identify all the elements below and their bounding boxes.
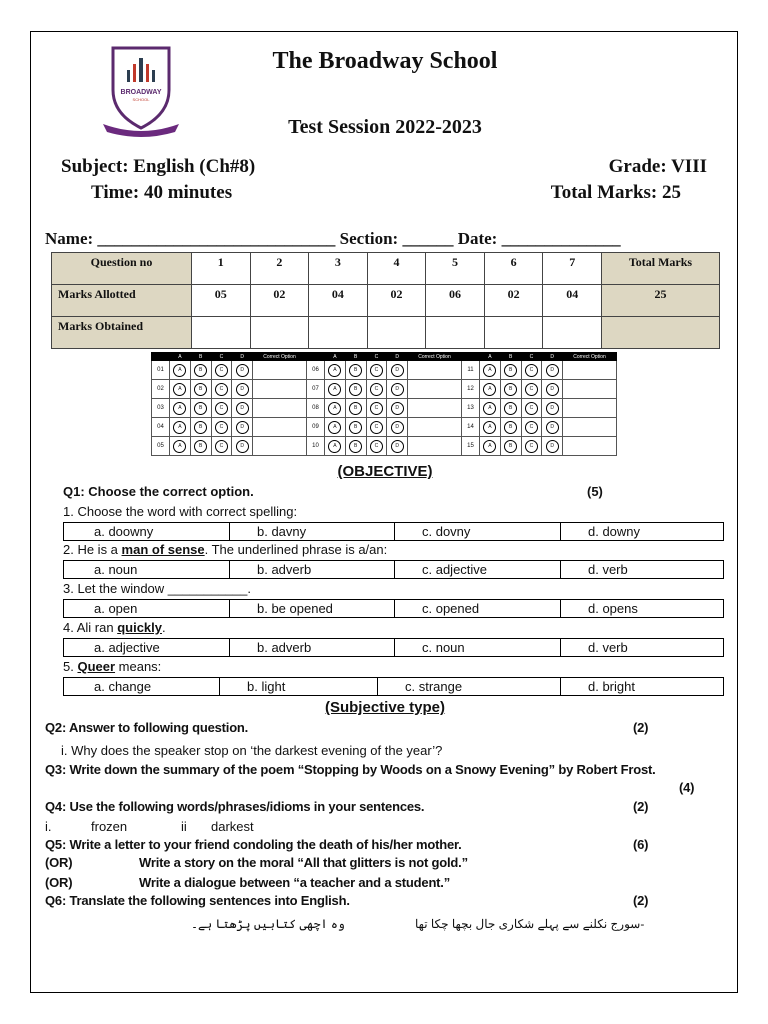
- omr-question-number: 06: [307, 361, 325, 380]
- omr-head-cell: B: [500, 353, 521, 361]
- omr-correct-option-cell[interactable]: [253, 399, 307, 418]
- omr-bubble-cell: [345, 380, 366, 399]
- omr-correct-option-cell[interactable]: [408, 418, 462, 437]
- omr-head-blank: [307, 353, 325, 361]
- svg-text:SCHOOL: SCHOOL: [132, 97, 150, 102]
- omr-head-cell: C: [366, 353, 387, 361]
- mcq-option[interactable]: a. noun: [94, 562, 138, 577]
- omr-bubble[interactable]: C: [525, 402, 538, 415]
- total-marks-value: 25: [602, 285, 720, 317]
- omr-bubble[interactable]: D: [546, 364, 559, 377]
- omr-bubble[interactable]: B: [194, 402, 207, 415]
- mcq-options-row: [63, 638, 724, 657]
- omr-bubble-cell: [521, 399, 542, 418]
- omr-bubble[interactable]: C: [525, 440, 538, 453]
- omr-head-cell: A: [480, 353, 501, 361]
- mcq-option[interactable]: d. downy: [588, 524, 641, 539]
- omr-bubble[interactable]: C: [370, 421, 383, 434]
- omr-bubble-cell: [366, 437, 387, 456]
- mcq-option[interactable]: c. opened: [422, 601, 480, 616]
- q2-marks: (2): [633, 720, 649, 735]
- omr-head-cell: Correct Option: [408, 353, 462, 361]
- school-name: The Broadway School: [272, 48, 498, 74]
- option-divider: [560, 561, 561, 578]
- test-session: Test Session 2022-2023: [288, 116, 482, 138]
- omr-bubble[interactable]: D: [546, 440, 559, 453]
- mcq-option[interactable]: b. light: [247, 679, 286, 694]
- option-divider: [394, 639, 395, 656]
- omr-question-number: 04: [152, 418, 170, 437]
- omr-bubble[interactable]: C: [215, 383, 228, 396]
- marks-obtained-cell[interactable]: [250, 317, 309, 349]
- grade-label: Grade: VIII: [608, 156, 707, 177]
- mcq-option[interactable]: d. opens: [588, 601, 638, 616]
- q4-word-num: ii: [181, 819, 187, 834]
- question-number: 2: [250, 253, 309, 285]
- omr-bubble-cell: [480, 437, 501, 456]
- omr-bubble[interactable]: A: [328, 421, 341, 434]
- total-marks-header: Total Marks: [602, 253, 720, 285]
- mcq-option[interactable]: c. noun: [422, 640, 465, 655]
- omr-bubble-cell: [190, 437, 211, 456]
- q2-title: Q2: Answer to following question.: [45, 720, 249, 735]
- omr-bubble-cell: [480, 361, 501, 380]
- omr-bubble-cell: [232, 437, 253, 456]
- omr-correct-option-cell[interactable]: [253, 361, 307, 380]
- omr-correct-option-cell[interactable]: [563, 399, 617, 418]
- omr-bubble-cell: [211, 399, 232, 418]
- omr-bubble-cell: [480, 399, 501, 418]
- omr-bubble[interactable]: A: [328, 402, 341, 415]
- mcq-stem-text: .: [162, 620, 166, 635]
- question-number: 7: [543, 253, 602, 285]
- subjective-heading: (Subjective type): [324, 699, 446, 716]
- omr-bubble-cell: [480, 418, 501, 437]
- omr-bubble-cell: [521, 437, 542, 456]
- exam-paper: [30, 31, 738, 993]
- q5-option-story: Write a story on the moral “All that glitters is not gold.”: [139, 855, 468, 870]
- omr-bubble[interactable]: A: [173, 421, 186, 434]
- omr-bubble-cell: [232, 418, 253, 437]
- total-marks-label: Total Marks: 25: [550, 182, 681, 203]
- omr-head-cell: C: [211, 353, 232, 361]
- omr-bubble-cell: [190, 399, 211, 418]
- q5-marks: (6): [633, 837, 649, 852]
- q1-title: Q1: Choose the correct option.: [63, 484, 254, 499]
- q4-word-num: i.: [45, 819, 52, 834]
- omr-bubble-cell: [232, 399, 253, 418]
- omr-bubble[interactable]: B: [504, 383, 517, 396]
- omr-bubble-cell: [325, 380, 346, 399]
- omr-question-number: 09: [307, 418, 325, 437]
- omr-bubble-cell: [387, 380, 408, 399]
- mcq-option[interactable]: a. adjective: [94, 640, 160, 655]
- q6-marks: (2): [633, 893, 649, 908]
- omr-bubble-cell: [521, 418, 542, 437]
- mcq-options-row: [63, 599, 724, 618]
- mcq-option[interactable]: d. bright: [588, 679, 635, 694]
- option-divider: [560, 639, 561, 656]
- omr-head-cell: Correct Option: [253, 353, 307, 361]
- omr-bubble[interactable]: C: [215, 440, 228, 453]
- omr-bubble[interactable]: D: [236, 440, 249, 453]
- omr-bubble[interactable]: A: [483, 383, 496, 396]
- q4-marks: (2): [633, 799, 649, 814]
- omr-bubble[interactable]: D: [236, 364, 249, 377]
- omr-question-number: 08: [307, 399, 325, 418]
- omr-correct-option-cell[interactable]: [253, 437, 307, 456]
- option-divider: [377, 678, 378, 695]
- option-divider: [229, 600, 230, 617]
- omr-bubble[interactable]: A: [483, 421, 496, 434]
- marks-obtained-cell[interactable]: [192, 317, 251, 349]
- omr-bubble[interactable]: C: [370, 440, 383, 453]
- mcq-stem-text: means:: [115, 659, 162, 674]
- omr-bubble[interactable]: C: [370, 402, 383, 415]
- mcq-stem: [63, 620, 166, 635]
- omr-bubble[interactable]: C: [525, 383, 538, 396]
- omr-bubble[interactable]: B: [194, 440, 207, 453]
- omr-bubble-cell: [232, 380, 253, 399]
- omr-bubble[interactable]: D: [236, 402, 249, 415]
- omr-bubble-cell: [500, 418, 521, 437]
- marks-allotted-cell: 04: [309, 285, 368, 317]
- mcq-options-row: [63, 677, 724, 696]
- omr-question-number: 12: [462, 380, 480, 399]
- omr-question-number: 05: [152, 437, 170, 456]
- omr-correct-option-cell[interactable]: [408, 380, 462, 399]
- omr-bubble-cell: [325, 437, 346, 456]
- omr-bubble-cell: [387, 437, 408, 456]
- omr-bubble-cell: [345, 361, 366, 380]
- q5-title: Q5: Write a letter to your friend condoling the death of his/her mother.: [45, 837, 462, 852]
- omr-bubble[interactable]: C: [215, 421, 228, 434]
- omr-head-cell: B: [190, 353, 211, 361]
- omr-bubble[interactable]: A: [173, 402, 186, 415]
- omr-bubble-cell: [542, 418, 563, 437]
- omr-bubble[interactable]: B: [194, 383, 207, 396]
- omr-bubble[interactable]: D: [391, 402, 404, 415]
- omr-bubble[interactable]: D: [391, 383, 404, 396]
- option-divider: [560, 600, 561, 617]
- marks-obtained-cell[interactable]: [367, 317, 426, 349]
- omr-correct-option-cell[interactable]: [408, 437, 462, 456]
- omr-bubble[interactable]: B: [504, 364, 517, 377]
- omr-correct-option-cell[interactable]: [563, 361, 617, 380]
- marks-allotted-cell: 02: [250, 285, 309, 317]
- omr-correct-option-cell[interactable]: [408, 361, 462, 380]
- omr-bubble-cell: [521, 380, 542, 399]
- omr-bubble-cell: [500, 437, 521, 456]
- option-divider: [229, 523, 230, 540]
- omr-bubble-cell: [325, 361, 346, 380]
- omr-row: [152, 399, 617, 418]
- omr-bubble-cell: [542, 437, 563, 456]
- omr-bubble-cell: [500, 380, 521, 399]
- omr-bubble-cell: [387, 418, 408, 437]
- q3-title: Q3: Write down the summary of the poem “Stopping by Woods on a Snowy Evening” by Robert Frost.: [45, 762, 656, 777]
- omr-bubble-cell: [542, 380, 563, 399]
- omr-bubble[interactable]: C: [370, 383, 383, 396]
- marks-allotted-label: Marks Allotted: [52, 285, 192, 317]
- omr-bubble-cell: [170, 399, 191, 418]
- omr-bubble[interactable]: D: [546, 402, 559, 415]
- omr-bubble[interactable]: C: [525, 421, 538, 434]
- omr-bubble[interactable]: D: [236, 383, 249, 396]
- q5-option-dialogue: Write a dialogue between “a teacher and a student.”: [139, 875, 451, 890]
- omr-head-cell: D: [232, 353, 253, 361]
- omr-bubble[interactable]: D: [236, 421, 249, 434]
- mcq-option[interactable]: b. be opened: [257, 601, 333, 616]
- omr-answer-grid: [151, 352, 617, 456]
- omr-bubble-cell: [232, 361, 253, 380]
- mcq-stem-text: 4. Ali ran: [63, 620, 118, 635]
- mcq-option[interactable]: c. strange: [405, 679, 463, 694]
- subject-label: Subject: English (Ch#8): [61, 156, 256, 177]
- omr-bubble-cell: [480, 380, 501, 399]
- mcq-options-row: [63, 522, 724, 541]
- omr-question-number: 11: [462, 361, 480, 380]
- marks-obtained-cell[interactable]: [309, 317, 368, 349]
- urdu-sentence-1: -سورج نکلنے سے پہلے شکاری جال بچھا چکا تھا: [415, 917, 645, 931]
- marks-obtained-cell[interactable]: [543, 317, 602, 349]
- omr-row: [152, 361, 617, 380]
- omr-bubble[interactable]: B: [349, 364, 362, 377]
- time-label: Time: 40 minutes: [91, 182, 233, 203]
- option-divider: [229, 639, 230, 656]
- omr-bubble[interactable]: A: [328, 364, 341, 377]
- omr-head-blank: [152, 353, 170, 361]
- mcq-option[interactable]: b. davny: [257, 524, 307, 539]
- omr-bubble[interactable]: B: [504, 440, 517, 453]
- question-number: 4: [367, 253, 426, 285]
- q3-marks: (4): [679, 780, 695, 795]
- omr-bubble-cell: [500, 399, 521, 418]
- mcq-stem-text: 5.: [63, 659, 78, 674]
- q5-or-label: (OR): [45, 875, 73, 890]
- omr-bubble-cell: [170, 380, 191, 399]
- omr-row: [152, 418, 617, 437]
- mcq-option[interactable]: b. adverb: [257, 562, 312, 577]
- mcq-option[interactable]: a. change: [94, 679, 152, 694]
- omr-bubble[interactable]: B: [349, 440, 362, 453]
- mcq-option[interactable]: c. adjective: [422, 562, 488, 577]
- omr-bubble-cell: [325, 418, 346, 437]
- omr-bubble-cell: [345, 399, 366, 418]
- omr-bubble-cell: [170, 418, 191, 437]
- marks-allotted-cell: 02: [484, 285, 543, 317]
- omr-bubble[interactable]: C: [215, 364, 228, 377]
- omr-bubble[interactable]: C: [370, 364, 383, 377]
- omr-bubble-cell: [366, 361, 387, 380]
- omr-bubble[interactable]: A: [328, 383, 341, 396]
- omr-bubble-cell: [190, 361, 211, 380]
- mcq-option[interactable]: b. adverb: [257, 640, 312, 655]
- omr-bubble-cell: [366, 380, 387, 399]
- omr-row: [152, 380, 617, 399]
- omr-bubble[interactable]: A: [173, 364, 186, 377]
- name-section-date-line: Name: ____________________________ Section: ______ Date: ______________: [45, 229, 621, 248]
- omr-correct-option-cell[interactable]: [408, 399, 462, 418]
- marks-obtained-cell[interactable]: [484, 317, 543, 349]
- urdu-sentence-2: وہ اچھی کتابیں پڑھتا ہے۔: [191, 917, 345, 931]
- q4-title: Q4: Use the following words/phrases/idioms in your sentences.: [45, 799, 425, 814]
- omr-bubble[interactable]: B: [349, 402, 362, 415]
- omr-bubble[interactable]: D: [391, 440, 404, 453]
- option-divider: [560, 678, 561, 695]
- q6-title: Q6: Translate the following sentences into English.: [45, 893, 350, 908]
- omr-bubble[interactable]: C: [525, 364, 538, 377]
- omr-bubble[interactable]: B: [504, 402, 517, 415]
- option-divider: [394, 561, 395, 578]
- omr-bubble[interactable]: B: [349, 421, 362, 434]
- omr-bubble-cell: [542, 361, 563, 380]
- omr-bubble[interactable]: B: [194, 421, 207, 434]
- q4-word: darkest: [211, 819, 254, 834]
- total-obtained-cell[interactable]: [602, 317, 720, 349]
- mcq-option[interactable]: d. verb: [588, 640, 628, 655]
- mcq-stem: [63, 504, 297, 519]
- omr-bubble[interactable]: B: [349, 383, 362, 396]
- option-divider: [219, 678, 220, 695]
- omr-bubble-cell: [542, 399, 563, 418]
- omr-bubble[interactable]: A: [483, 440, 496, 453]
- omr-bubble-cell: [345, 437, 366, 456]
- omr-bubble[interactable]: A: [483, 402, 496, 415]
- omr-head-cell: B: [345, 353, 366, 361]
- mcq-stem-text: 1. Choose the word with correct spelling:: [63, 504, 298, 519]
- omr-bubble[interactable]: A: [173, 383, 186, 396]
- omr-head-blank: [462, 353, 480, 361]
- omr-question-number: 03: [152, 399, 170, 418]
- mcq-stem-underlined: man of sense: [121, 542, 205, 557]
- omr-head-cell: D: [542, 353, 563, 361]
- omr-correct-option-cell[interactable]: [563, 437, 617, 456]
- omr-correct-option-cell[interactable]: [563, 380, 617, 399]
- question-number: 3: [309, 253, 368, 285]
- omr-correct-option-cell[interactable]: [253, 380, 307, 399]
- mcq-stem-underlined: Queer: [77, 659, 116, 674]
- omr-question-number: 10: [307, 437, 325, 456]
- omr-question-number: 01: [152, 361, 170, 380]
- mcq-option[interactable]: a. doowny: [94, 524, 154, 539]
- omr-bubble-cell: [211, 361, 232, 380]
- omr-bubble-cell: [170, 437, 191, 456]
- mcq-stem: [63, 542, 387, 557]
- omr-bubble[interactable]: B: [194, 364, 207, 377]
- svg-text:BROADWAY: BROADWAY: [120, 89, 162, 96]
- omr-bubble-cell: [211, 418, 232, 437]
- omr-row: [152, 437, 617, 456]
- omr-question-number: 13: [462, 399, 480, 418]
- option-divider: [560, 523, 561, 540]
- objective-heading: (OBJECTIVE): [337, 463, 433, 480]
- mcq-stem-text: . The underlined phrase is a/an:: [204, 542, 388, 557]
- q2-sub-i: i. Why does the speaker stop on ‘the darkest evening of the year’?: [61, 743, 443, 758]
- omr-bubble-cell: [387, 361, 408, 380]
- omr-bubble-cell: [366, 418, 387, 437]
- omr-bubble[interactable]: D: [391, 421, 404, 434]
- marks-allotted-cell: 05: [192, 285, 251, 317]
- omr-head-cell: Correct Option: [563, 353, 617, 361]
- marks-allotted-cell: 02: [367, 285, 426, 317]
- option-divider: [394, 523, 395, 540]
- omr-head-cell: A: [325, 353, 346, 361]
- marks-obtained-label: Marks Obtained: [52, 317, 192, 349]
- omr-bubble[interactable]: A: [173, 440, 186, 453]
- marks-allotted-cell: 04: [543, 285, 602, 317]
- omr-bubble[interactable]: C: [215, 402, 228, 415]
- omr-bubble-cell: [190, 418, 211, 437]
- omr-question-number: 15: [462, 437, 480, 456]
- omr-bubble-cell: [521, 361, 542, 380]
- option-divider: [229, 561, 230, 578]
- q1-marks: (5): [587, 484, 603, 499]
- omr-bubble-cell: [366, 399, 387, 418]
- marks-allotted-cell: 06: [426, 285, 485, 317]
- mcq-option[interactable]: a. open: [94, 601, 138, 616]
- question-no-header: Question no: [52, 253, 192, 285]
- marks-table: [51, 252, 720, 349]
- omr-question-number: 02: [152, 380, 170, 399]
- omr-bubble-cell: [211, 380, 232, 399]
- omr-bubble-cell: [500, 361, 521, 380]
- question-number: 1: [192, 253, 251, 285]
- mcq-option[interactable]: d. verb: [588, 562, 628, 577]
- omr-bubble-cell: [170, 361, 191, 380]
- omr-bubble[interactable]: D: [546, 383, 559, 396]
- omr-bubble[interactable]: A: [483, 364, 496, 377]
- omr-correct-option-cell[interactable]: [253, 418, 307, 437]
- omr-bubble[interactable]: A: [328, 440, 341, 453]
- omr-bubble[interactable]: D: [391, 364, 404, 377]
- mcq-stem: [63, 581, 251, 596]
- q4-word: frozen: [91, 819, 128, 834]
- omr-bubble-cell: [387, 399, 408, 418]
- option-divider: [394, 600, 395, 617]
- omr-head-cell: C: [521, 353, 542, 361]
- mcq-stem: [63, 659, 161, 674]
- omr-question-number: 07: [307, 380, 325, 399]
- mcq-option[interactable]: c. dovny: [422, 524, 471, 539]
- omr-bubble-cell: [345, 418, 366, 437]
- q5-or-label: (OR): [45, 855, 73, 870]
- omr-bubble-cell: [211, 437, 232, 456]
- omr-correct-option-cell[interactable]: [563, 418, 617, 437]
- omr-head-cell: A: [170, 353, 191, 361]
- mcq-stem-underlined: quickly: [117, 620, 162, 635]
- mcq-stem-text: 2. He is a: [63, 542, 122, 557]
- omr-bubble[interactable]: B: [504, 421, 517, 434]
- marks-obtained-cell[interactable]: [426, 317, 485, 349]
- omr-bubble-cell: [325, 399, 346, 418]
- omr-bubble[interactable]: D: [546, 421, 559, 434]
- mcq-stem-text: 3. Let the window ___________.: [63, 581, 251, 596]
- mcq-options-row: [63, 560, 724, 579]
- omr-head-cell: D: [387, 353, 408, 361]
- omr-bubble-cell: [190, 380, 211, 399]
- omr-question-number: 14: [462, 418, 480, 437]
- question-number: 6: [484, 253, 543, 285]
- question-number: 5: [426, 253, 485, 285]
